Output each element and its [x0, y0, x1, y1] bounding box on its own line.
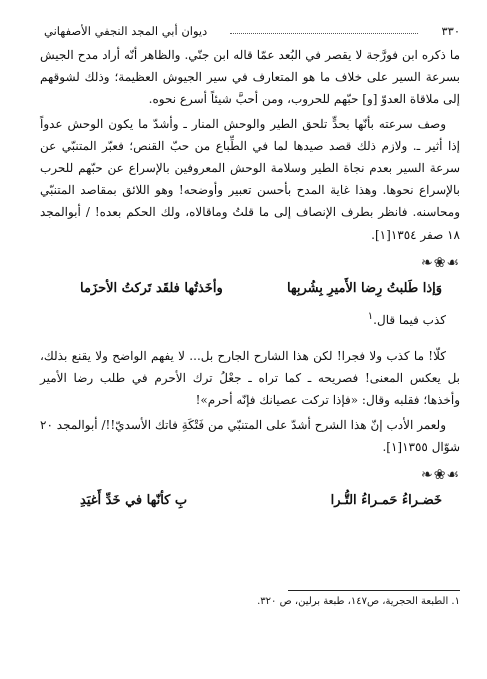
verse-hemistich-second: بِ كأنّها في خَدِّ أَغيَدِ	[80, 493, 188, 509]
paragraph: ما ذكره ابن فورَّجة لا يقصر في البُعد عمّا قاله ابن جنّي. والظاهر أنّه أراد مدح الجيش بسرعة السير على خلاف ما هو المتعارف في سير الجيوش العظيمة؛ وذلك لشوقهم إلى ملاقاة العدوّ [و] حبّهم للحروب، ومن أحبَّ شيئاً أسرع نحوه.	[40, 48, 460, 107]
verse-hemistich-first: وَإذا طَلبتُ رِضا الأَميرِ بِشُربِها	[286, 280, 442, 296]
paragraph: وصف سرعته بأنّها بحدٍّ تلحق الطير والوحش المنار ـ وأشدّ ما يكون الوحش عدواً إذا أثير ـ. ولازم ذلك قصد صيدها لما في الطِّباع من حبّ القنص؛ فعبّر المتنبّي عن سرعة السير بعدم نجاة الطير وسلامة الوحش المعروفين بالإسراع عن حبّهم للحرب بالإسراع نحوها. وهذا غاية المدح بأحسن تعبير وأوضحه! وهو اللائق بمقاصد المتنبّي ومحاسنه. فانظر بطرف الإنصاف إلى ما قلتُ وماقالاه، ولك الحكم بعده! / أبوالمجد ١٨ صفر ١٣٥٤[١].	[40, 116, 460, 242]
section-ornament: ☙❀❧	[420, 254, 460, 271]
commentary-text: كذب فيما قال.	[373, 312, 446, 327]
verse-line	[40, 276, 460, 302]
page-number: ٣٣٠	[441, 24, 460, 38]
running-header	[40, 24, 460, 42]
paragraph: كلّا! ما كذب ولا فجرا! لكن هذا الشارح الجارح بل... لا يفهم الواضح ولا يقنع بذلك، بل يعكس المعنى! فصريحه ـ كما تراه ـ جعْلُ ترك الأحرم في طلب رضا الأمير وأخذها؛ فقلبه وقال: «فإذا تركت عصيانك فإنّه أحرم»!	[40, 349, 460, 408]
footnote-ref: ١	[367, 310, 374, 322]
verse-hemistich-second: وأخَذتُها فلقَد تَركتُ الأحزَما	[80, 280, 223, 296]
header-dot-leader	[230, 33, 418, 34]
verse-hemistich-first: خَضـراءُ حَمـراءُ التُّـرا	[330, 493, 442, 509]
section-ornament: ☙❀❧	[420, 467, 460, 484]
paragraph: ولعمر الأدب إنّ هذا الشرح أشدّ على المتنبّي من فَتْكَةِ فاتك الأسديّ!!/ أبوالمجد ٢٠ شوّال ١٣٥٥[١].	[40, 417, 460, 454]
running-title: ديوان أبي المجد النجفي الأصفهاني	[44, 24, 208, 38]
footnote: ١. الطبعة الحجرية، ص١٤٧، طبعة برلين، ص ٣٢٠.	[257, 596, 460, 607]
verse-line	[40, 488, 460, 514]
footnote-separator	[288, 590, 460, 591]
page-body	[40, 44, 460, 514]
verse-commentary	[40, 306, 460, 331]
